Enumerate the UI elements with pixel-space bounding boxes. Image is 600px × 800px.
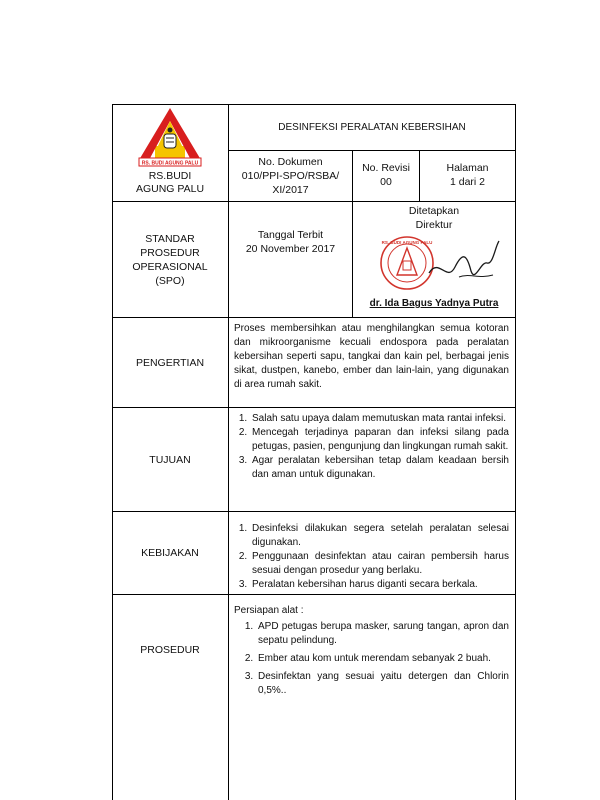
issue-date-label: Tanggal Terbit (257, 229, 324, 241)
issue-date-value: 20 November 2017 (245, 243, 336, 255)
director-name: dr. Ida Bagus Yadnya Putra (369, 298, 499, 309)
hospital-logo (133, 106, 207, 168)
revision-label: No. Revisi (362, 162, 410, 174)
issue-date-cell (229, 202, 352, 317)
tujuan-label: TUJUAN (149, 453, 191, 466)
stamp-text: RS. BUDI AGUNG PALU (381, 240, 433, 245)
page-value: 1 dari 2 (449, 176, 486, 188)
list-item: 1. APD petugas berupa masker, sarung tangan, apron dan sepatu pelindung. (256, 620, 509, 648)
doc-number-value: 010/PPI-SPO/RSBA/ XI/2017 (241, 170, 340, 196)
doc-number-label: No. Dokumen (258, 156, 323, 168)
hospital-name: RS.BUDI AGUNG PALU (135, 170, 205, 195)
approval-role: Direktur (415, 219, 453, 231)
kebijakan-label: KEBIJAKAN (141, 547, 199, 559)
logo-cell (112, 104, 228, 201)
list-item: 1. Desinfeksi dilakukan segera setelah peralatan selesai digunakan. (250, 522, 509, 550)
document-title-text: DESINFEKSI PERALATAN KEBERSIHAN (278, 121, 466, 133)
document-title (229, 105, 515, 150)
approval-label: Ditetapkan (408, 205, 460, 217)
pengertian-label: PENGERTIAN (135, 356, 205, 369)
list-item: 2. Ember atau kom untuk merendam sebanyak 2 buah. (256, 652, 509, 666)
director-stamp-and-signature (359, 233, 509, 291)
list-item: 3. Agar peralatan kebersihan tetap dalam keadaan bersih dan aman untuk digunakan. (250, 454, 509, 482)
spo-label (112, 202, 228, 317)
border-right (515, 104, 516, 800)
page-label: Halaman (446, 162, 489, 174)
revision-cell (353, 151, 419, 201)
prosedur-intro: Persiapan alat : (234, 605, 304, 616)
list-item: 2. Penggunaan desinfektan atau cairan pembersih harus sesuai dengan prosedur yang berlaku. (250, 550, 509, 578)
kebijakan-list (234, 522, 509, 592)
list-item: 1. Salah satu upaya dalam memutuskan mata rantai infeksi. (250, 412, 509, 426)
prosedur-label: PROSEDUR (140, 644, 200, 656)
spo-label-text: STANDAR PROSEDUR OPERASIONAL (SPO) (132, 232, 208, 287)
pengertian-text: Proses membersihkan atau menghilangkan semua kotoran dan mikroorganisme kecuali endospora pada peralatan kebersihan seperti sapu, tangkai dan kain pel, berbagai jenis sikat, dustpen, kanebo, ember dan lain-lain, yang digunakan di area rumah sakit. (234, 323, 509, 390)
logo-text: RS. BUDI AGUNG PALU (141, 160, 199, 167)
page-cell (420, 151, 515, 201)
prosedur-content (234, 604, 509, 698)
list-item: 3. Desinfektan yang sesuai yaitu detergen dan Chlorin 0,5%.. (256, 670, 509, 698)
spo-document (112, 104, 516, 800)
list-item: 3. Peralatan kebersihan harus diganti secara berkala. (250, 578, 509, 592)
list-item: 2. Mencegah terjadinya paparan dan infeksi silang pada petugas, pasien, pengunjung dan lingkungan rumah sakit. (250, 426, 509, 454)
tujuan-list (234, 412, 509, 482)
doc-number-cell (229, 151, 352, 201)
approval-cell (353, 202, 515, 317)
revision-value: 00 (380, 176, 392, 188)
